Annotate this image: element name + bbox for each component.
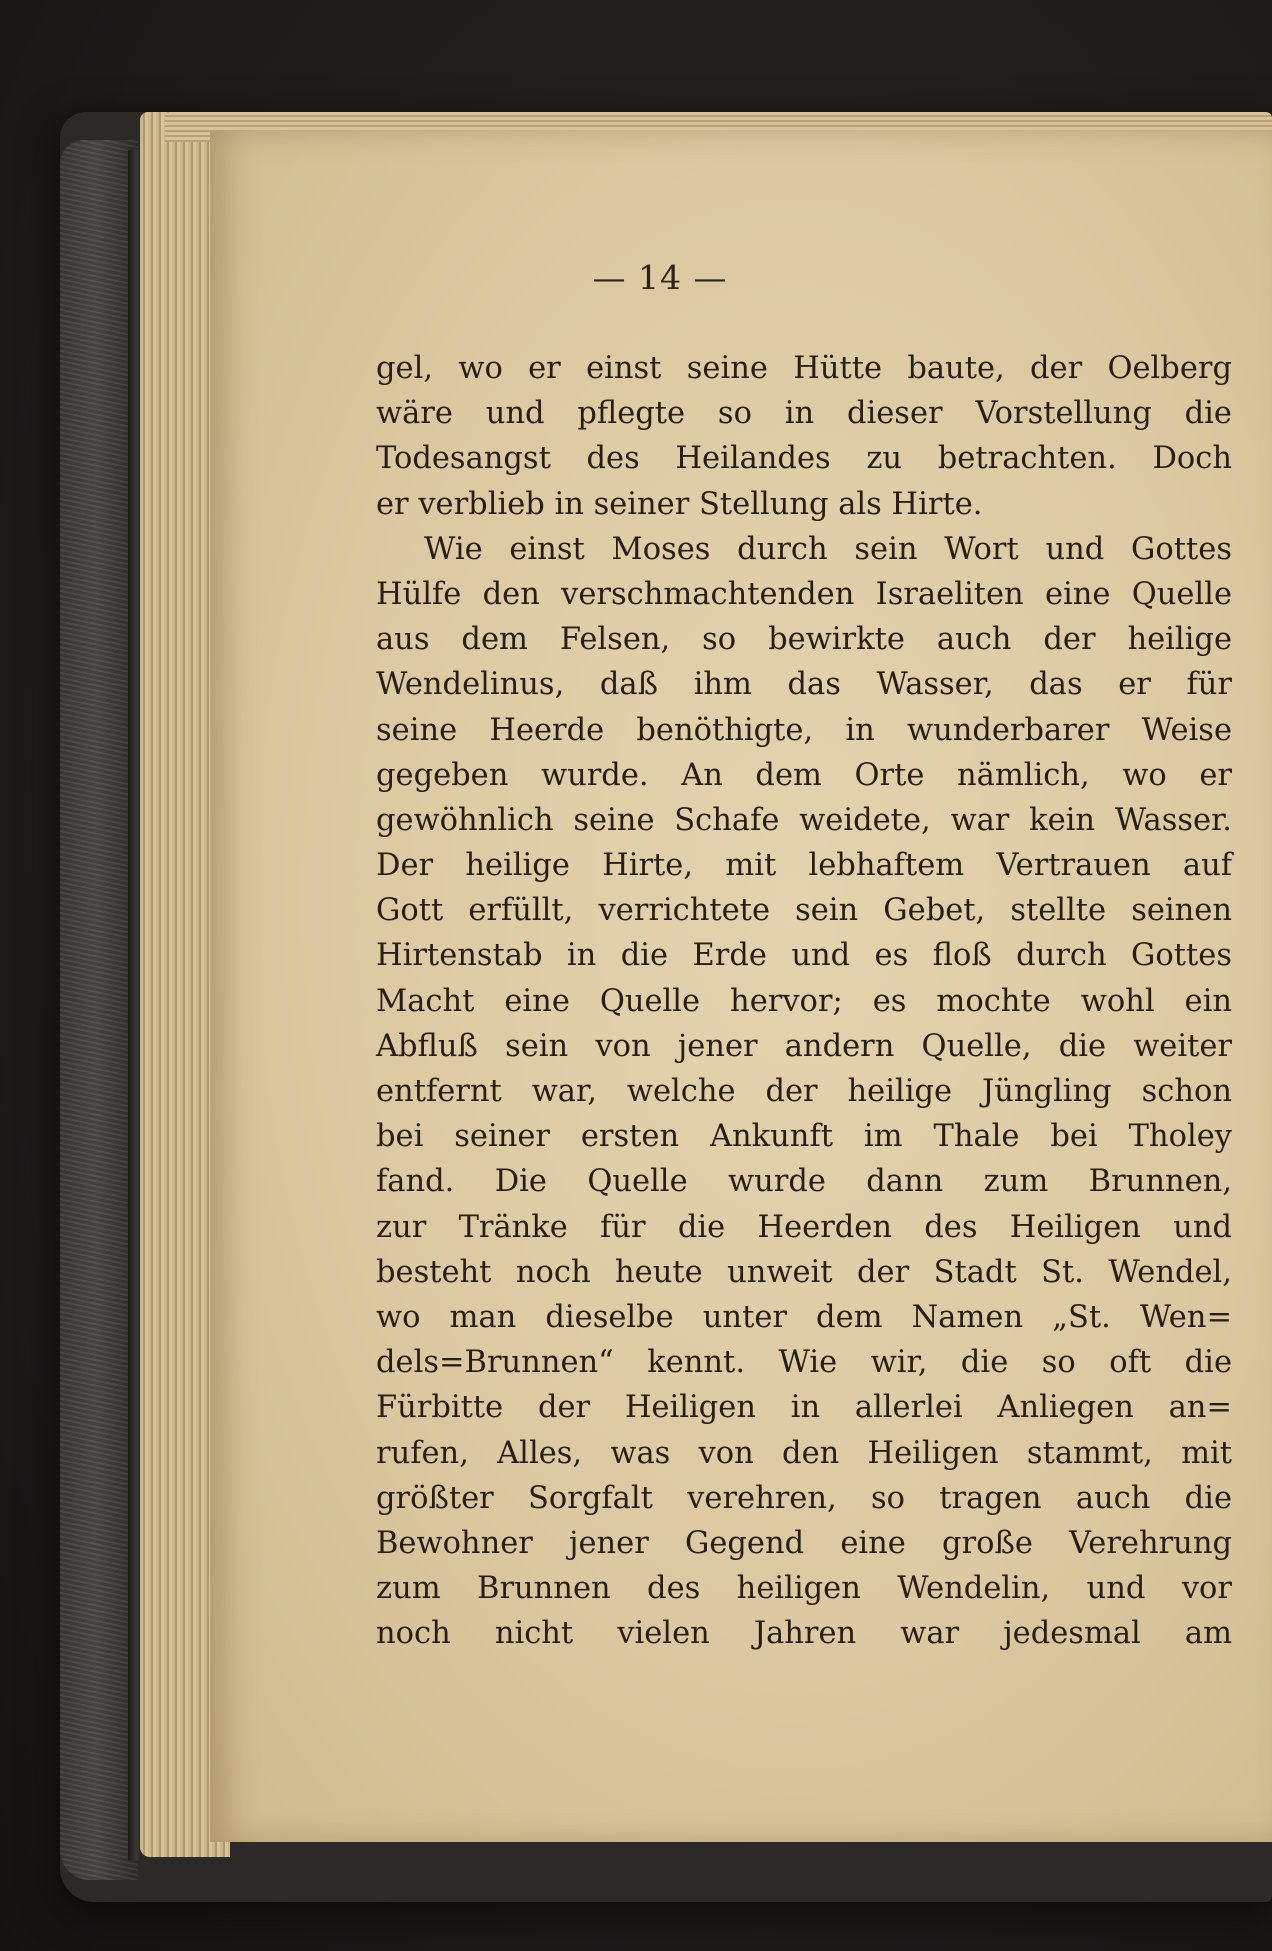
text-line: größter Sorgfalt verehren, so tragen auch die [376,1480,1232,1516]
text-line: fand. Die Quelle wurde dann zum Brunnen, [376,1164,1232,1200]
text-line: rufen, Alles, was von den Heiligen stammt, mit [376,1435,1232,1471]
text-line: wäre und pflegte so in dieser Vorstellung die [376,396,1232,432]
text-line: Todesangst des Heilandes zu betrachten. Doch [376,441,1232,477]
text-line: seine Heerde benöthigte, in wunderbarer Weise [376,712,1232,748]
text-line: besteht noch heute unweit der Stadt St. Wendel, [376,1254,1232,1290]
text-line: Abfluß sein von jener andern Quelle, die weiter [376,1028,1232,1064]
text-line: er verblieb in seiner Stellung als Hirte. [376,486,983,522]
text-line: Bewohner jener Gegend eine große Verehrung [376,1525,1232,1561]
text-line: zum Brunnen des heiligen Wendelin, und vor [376,1571,1232,1607]
body-text [376,346,1232,1656]
text-line: Wendelinus, daß ihm das Wasser, das er für [376,667,1232,703]
page-number-header: — 14 — [592,258,728,297]
text-line: dels=Brunnen“ kennt. Wie wir, die so oft die [376,1345,1232,1381]
text-line: gegeben wurde. An dem Orte nämlich, wo er [376,757,1232,793]
text-line: gel, wo er einst seine Hütte baute, der Oelberg [376,351,1232,386]
text-line: wo man dieselbe unter dem Namen „St. Wen= [376,1299,1232,1335]
text-line: Fürbitte der Heiligen in allerlei Anliegen an= [376,1390,1232,1426]
text-line: zur Tränke für die Heerden des Heiligen und [376,1209,1232,1245]
text-line: noch nicht vielen Jahren war jedesmal am [376,1616,1232,1652]
text-line: Hülfe den verschmachtenden Israeliten eine Quelle [376,576,1232,612]
book-spine [60,140,138,1880]
text-line: gewöhnlich seine Schafe weidete, war kein Wasser. [376,802,1232,838]
text-line: Hirtenstab in die Erde und es floß durch Gottes [376,938,1232,974]
text-line: Der heilige Hirte, mit lebhaftem Vertrauen auf [376,848,1232,884]
text-line: bei seiner ersten Ankunft im Thale bei Tholey [376,1119,1232,1155]
text-line: Gott erfüllt, verrichtete sein Gebet, stellte seinen [376,893,1232,929]
text-line: entfernt war, welche der heilige Jüngling schon [376,1074,1232,1109]
text-line: Macht eine Quelle hervor; es mochte wohl ein [376,983,1232,1019]
text-line: aus dem Felsen, so bewirkte auch der heilige [376,622,1232,658]
text-line: Wie einst Moses durch sein Wort und Gottes [424,531,1232,567]
